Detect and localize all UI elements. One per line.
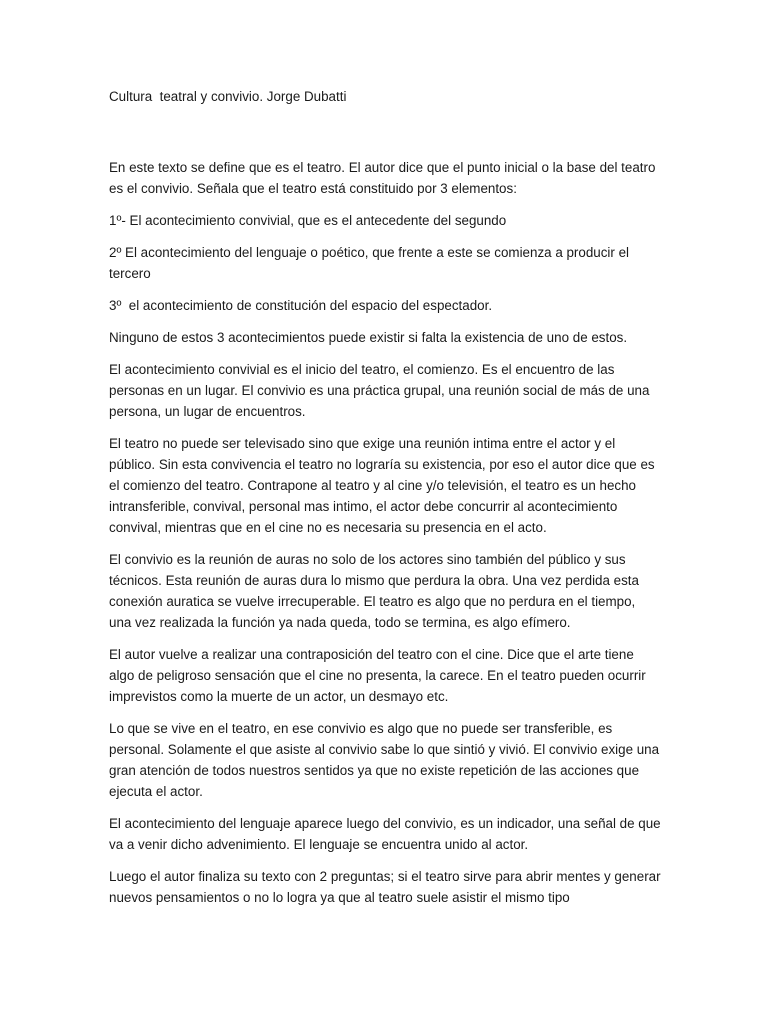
paragraph-language: El acontecimiento del lenguaje aparece luego del convivio, es un indicador, una señal de que va a venir dicho advenimiento. El lenguaje se encuentra unido al actor.: [109, 816, 665, 852]
document-body: [109, 86, 665, 919]
paragraph-questions: Luego el autor finaliza su texto con 2 preguntas; si el teatro sirve para abrir mentes y generar nuevos pensamientos o no lo logra ya que al teatro suele asistir el mismo tipo: [109, 869, 665, 905]
paragraph-element-3: 3º el acontecimiento de constitución del espacio del espectador.: [109, 298, 493, 313]
paragraph-element-1: 1º- El acontecimiento convivial, que es el antecedente del segundo: [109, 213, 507, 228]
paragraph-televised: El teatro no puede ser televisado sino que exige una reunión intima entre el actor y el público. Sin esta convivencia el teatro no lograría su existencia, por eso el autor dice que es el comienzo del teatro. Contrapone al teatro y al cine y/o televisión, el teatro es un hecho intransferible, convival, personal mas intimo, el actor debe concurrir al acontecimiento convival, mientras que en el cine no es necesaria su presencia en el acto.: [109, 436, 659, 535]
paragraph-personal: Lo que se vive en el teatro, en ese convivio es algo que no puede ser transferible, es personal. Solamente el que asiste al convivio sabe lo que sintió y vivió. El convivio exige una gran atención de todos nuestros sentidos ya que no existe repetición de las acciones que ejecuta el actor.: [109, 721, 663, 799]
paragraph-auras: El convivio es la reunión de auras no solo de los actores sino también del público y sus técnicos. Esta reunión de auras dura lo mismo que perdura la obra. Una vez perdida esta conexión auratica se vuelve irrecuperable. El teatro es algo que no perdura en el tiempo, una vez realizada la función ya nada queda, todo se termina, es algo efímero.: [109, 552, 643, 630]
paragraph-cinema: El autor vuelve a realizar una contraposición del teatro con el cine. Dice que el arte tiene algo de peligroso sensación que el cine no presenta, la carece. En el teatro pueden ocurrir imprevistos como la muerte de un actor, un desmayo etc.: [109, 647, 650, 704]
paragraph-convivial: El acontecimiento convivial es el inicio del teatro, el comienzo. Es el encuentro de las personas en un lugar. El convivio es una práctica grupal, una reunión social de más de una persona, un lugar de encuentros.: [109, 362, 654, 419]
paragraph-intro: En este texto se define que es el teatro. El autor dice que el punto inicial o la base del teatro es el convivio. Señala que el teatro está constituido por 3 elementos:: [109, 160, 660, 196]
document-title: Cultura teatral y convivio. Jorge Dubatti: [109, 89, 347, 104]
paragraph-element-2: 2º El acontecimiento del lenguaje o poético, que frente a este se comienza a producir el tercero: [109, 245, 633, 281]
paragraph-none-exist: Ninguno de estos 3 acontecimientos puede existir si falta la existencia de uno de estos.: [109, 330, 628, 345]
